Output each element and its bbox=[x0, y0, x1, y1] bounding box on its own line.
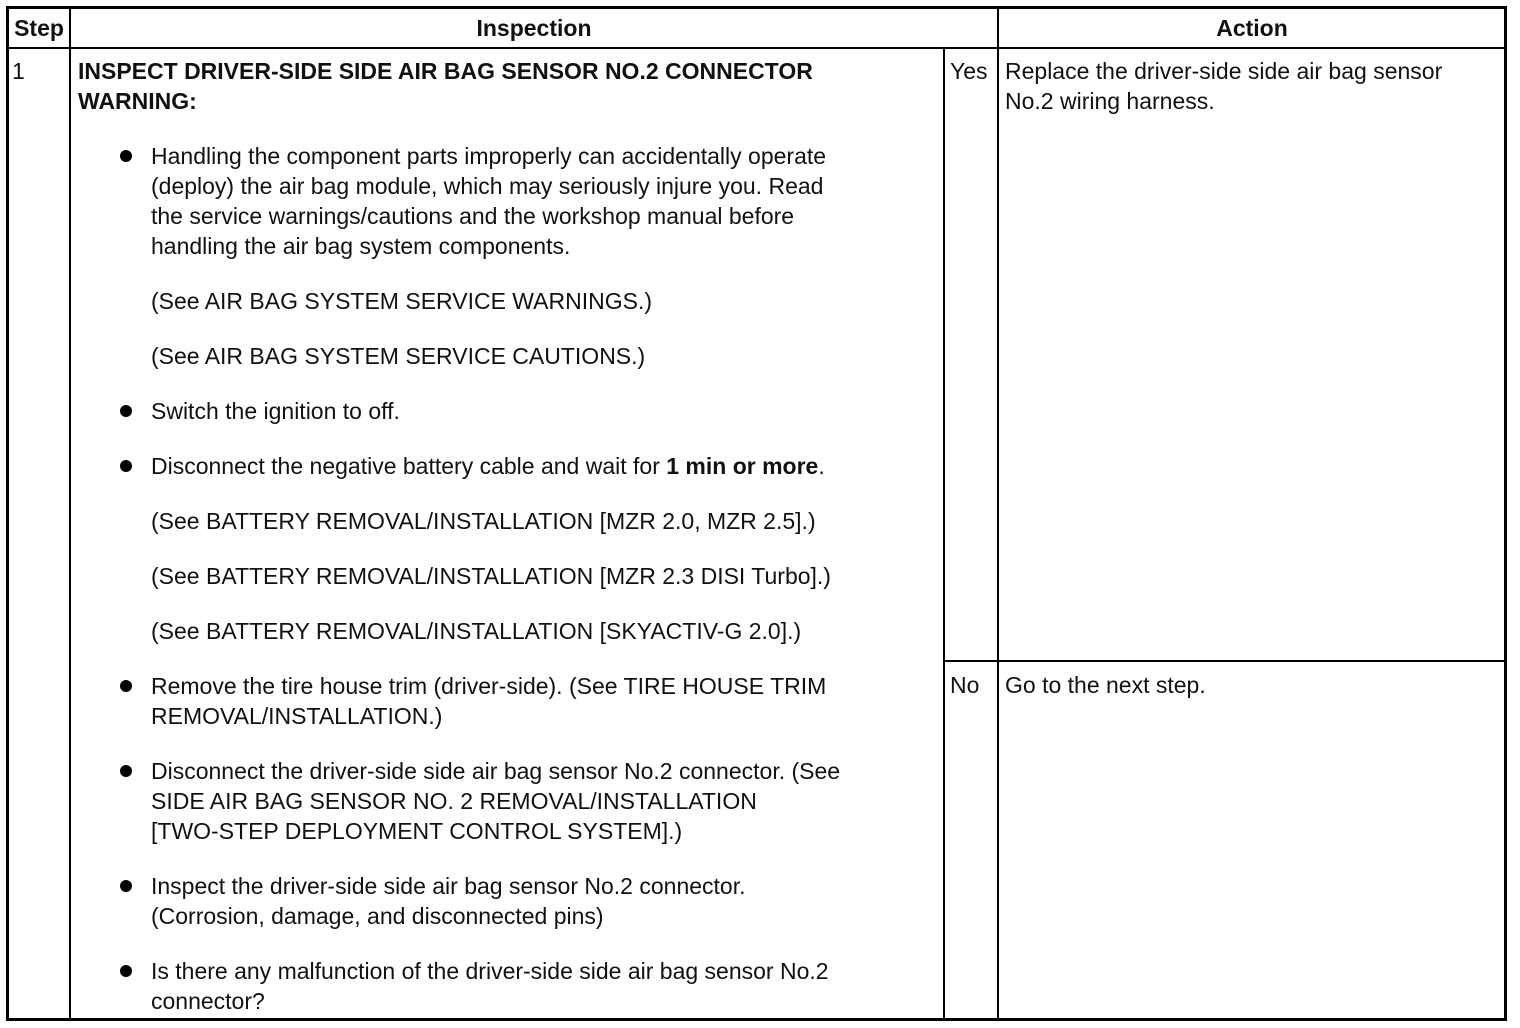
step-remove-trim: Remove the tire house trim (driver-side). (See TIRE HOUSE TRIM bbox=[151, 673, 827, 699]
wait-duration: 1 min or more bbox=[666, 453, 819, 479]
step-switch-ignition: Switch the ignition to off. bbox=[151, 398, 400, 424]
reference-battery-skyactiv: (See BATTERY REMOVAL/INSTALLATION [SKYACTIV-G 2.0].) bbox=[151, 618, 802, 644]
answer-no-action: Go to the next step. bbox=[1005, 672, 1206, 698]
bullet-icon bbox=[120, 680, 132, 692]
bullet-icon bbox=[120, 765, 132, 777]
warning-text-line: (deploy) the air bag module, which may seriously injure you. Read bbox=[151, 173, 824, 199]
bullet-icon bbox=[120, 965, 132, 977]
step-inspect-connector: Inspect the driver-side side air bag sensor No.2 connector. bbox=[151, 873, 746, 899]
step-title: INSPECT DRIVER-SIDE SIDE AIR BAG SENSOR NO.2 CONNECTOR bbox=[78, 58, 813, 84]
question-malfunction: Is there any malfunction of the driver-side side air bag sensor No.2 bbox=[151, 958, 829, 984]
warning-text-line: Handling the component parts improperly can accidentally operate bbox=[151, 143, 827, 169]
answer-yes-action-cont: No.2 wiring harness. bbox=[1005, 88, 1215, 114]
bullet-icon bbox=[120, 880, 132, 892]
reference-service-warnings: (See AIR BAG SYSTEM SERVICE WARNINGS.) bbox=[151, 288, 653, 314]
bullet-icon bbox=[120, 150, 132, 162]
reference-battery-mzr20: (See BATTERY REMOVAL/INSTALLATION [MZR 2.0, MZR 2.5].) bbox=[151, 508, 816, 534]
reference-service-cautions: (See AIR BAG SYSTEM SERVICE CAUTIONS.) bbox=[151, 343, 646, 369]
header-action: Action bbox=[1216, 15, 1288, 41]
bullet-icon bbox=[120, 405, 132, 417]
question-malfunction-cont: connector? bbox=[151, 988, 265, 1014]
bullet-icon bbox=[120, 460, 132, 472]
warning-text-line: handling the air bag system components. bbox=[151, 233, 571, 259]
answer-yes-label: Yes bbox=[950, 58, 988, 84]
warning-text-line: the service warnings/cautions and the workshop manual before bbox=[151, 203, 795, 229]
step-disconnect-battery bbox=[151, 451, 825, 481]
warning-label: WARNING: bbox=[78, 88, 197, 114]
step-disconnect-sensor: Disconnect the driver-side side air bag sensor No.2 connector. (See bbox=[151, 758, 841, 784]
header-divider bbox=[6, 47, 1507, 49]
step-disconnect-sensor-cont: [TWO-STEP DEPLOYMENT CONTROL SYSTEM].) bbox=[151, 818, 683, 844]
header-inspection: Inspection bbox=[476, 15, 592, 41]
step-remove-trim-cont: REMOVAL/INSTALLATION.) bbox=[151, 703, 443, 729]
answer-yes-action: Replace the driver-side side air bag sensor bbox=[1005, 58, 1443, 84]
disconnect-battery-period: . bbox=[818, 453, 825, 479]
step-number: 1 bbox=[12, 58, 25, 84]
yes-no-divider bbox=[943, 660, 1507, 662]
disconnect-battery-text: Disconnect the negative battery cable and wait for bbox=[151, 453, 667, 479]
step-disconnect-sensor-cont: SIDE AIR BAG SENSOR NO. 2 REMOVAL/INSTALLATION bbox=[151, 788, 757, 814]
col-divider-yesno bbox=[943, 48, 945, 1021]
step-inspect-connector-cont: (Corrosion, damage, and disconnected pins) bbox=[151, 903, 604, 929]
col-divider-action bbox=[997, 6, 999, 1021]
col-divider-step bbox=[69, 6, 71, 1021]
reference-battery-mzr23: (See BATTERY REMOVAL/INSTALLATION [MZR 2.3 DISI Turbo].) bbox=[151, 563, 831, 589]
answer-no-label: No bbox=[950, 672, 980, 698]
header-step: Step bbox=[14, 15, 64, 41]
